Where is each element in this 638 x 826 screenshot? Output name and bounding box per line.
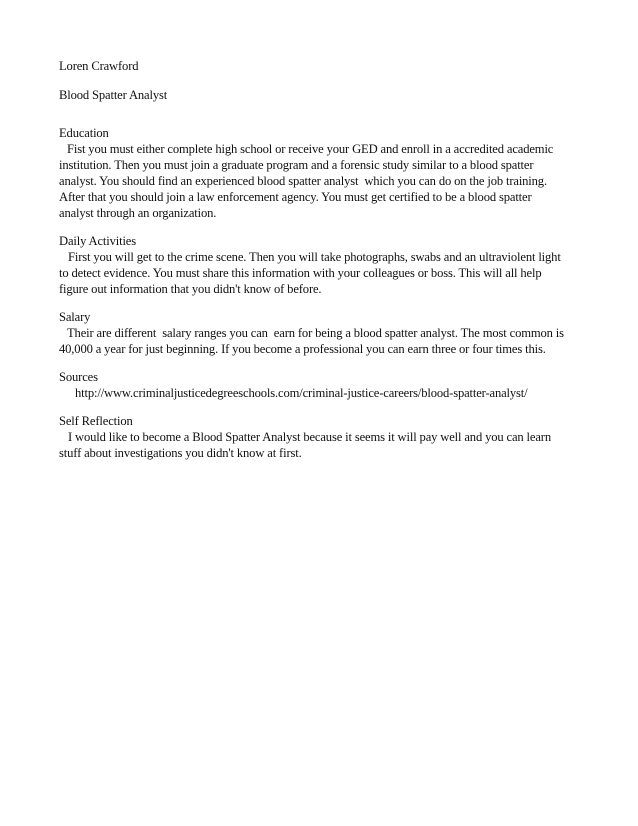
salary-heading: Salary	[59, 310, 91, 324]
education-line: analyst through an organization.	[59, 206, 217, 220]
salary-section	[59, 309, 581, 357]
education-section	[59, 125, 581, 221]
self-reflection-line: stuff about investigations you didn't know at first.	[59, 446, 302, 460]
salary-line: Their are different salary ranges you can earn for being a blood spatter analyst. The most common is	[67, 326, 564, 340]
daily-activities-line: First you will get to the crime scene. Then you will take photographs, swabs and an ultraviolent light	[68, 250, 561, 264]
education-line: institution. Then you must join a graduate program and a forensic study similar to a blood spatter	[59, 158, 534, 172]
daily-activities-heading: Daily Activities	[59, 234, 136, 248]
sources-heading: Sources	[59, 370, 98, 384]
source-url: http://www.criminaljusticedegreeschools.com/criminal-justice-careers/blood-spatter-analyst/	[75, 386, 528, 400]
education-line: After that you should join a law enforcement agency. You must get certified to be a blood spatter	[59, 190, 532, 204]
document-page	[59, 58, 581, 461]
document-title: Blood Spatter Analyst	[59, 88, 168, 102]
self-reflection-heading: Self Reflection	[59, 414, 133, 428]
self-reflection-line: I would like to become a Blood Spatter Analyst because it seems it will pay well and you can learn	[68, 430, 551, 444]
education-line: analyst. You should find an experienced blood spatter analyst which you can do on the job training.	[59, 174, 547, 188]
daily-activities-line: to detect evidence. You must share this information with your colleagues or boss. This will all help	[59, 266, 542, 280]
self-reflection-section	[59, 413, 581, 461]
education-heading: Education	[59, 126, 109, 140]
author-name: Loren Crawford	[59, 59, 139, 73]
sources-section	[59, 369, 581, 401]
salary-line: 40,000 a year for just beginning. If you become a professional you can earn three or four times this.	[59, 342, 546, 356]
education-line: Fist you must either complete high school or receive your GED and enroll in a accredited academic	[67, 142, 554, 156]
daily-activities-section	[59, 233, 581, 297]
daily-activities-line: figure out information that you didn't know of before.	[59, 282, 322, 296]
